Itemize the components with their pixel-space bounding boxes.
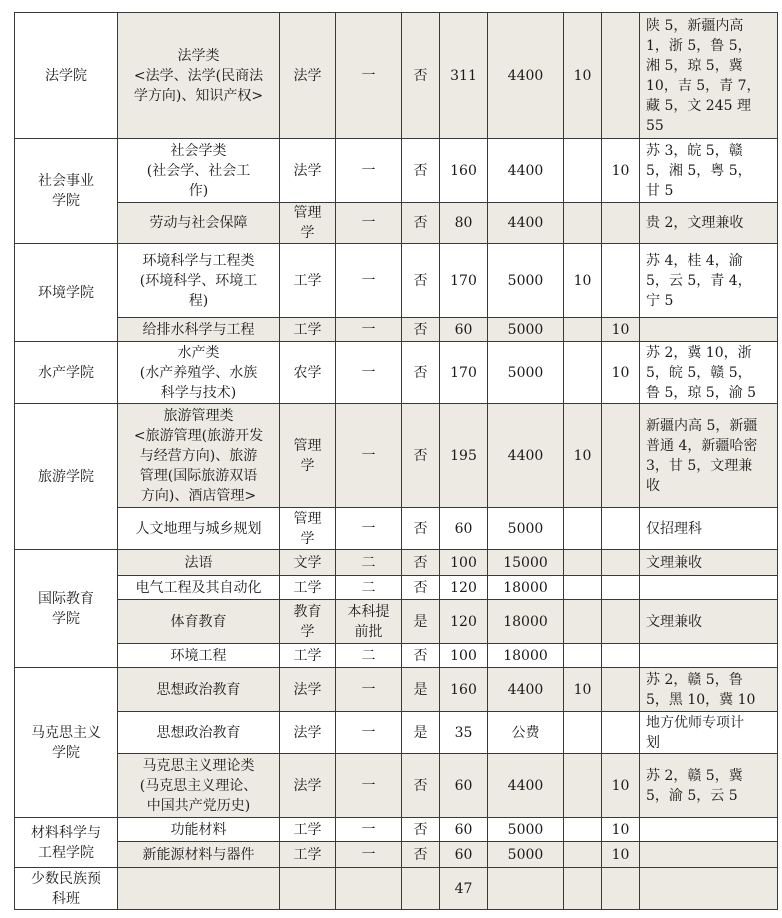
major-cell: 思想政治教育 xyxy=(118,668,280,712)
table-row xyxy=(15,318,778,342)
col-b-cell xyxy=(602,508,640,550)
college-cell: 材料科学与 工程学院 xyxy=(15,818,118,868)
tuition-cell: 18000 xyxy=(488,600,564,644)
table-row xyxy=(15,139,778,203)
plan-count-cell: 170 xyxy=(440,244,488,318)
batch-cell: 一 xyxy=(336,244,402,318)
col-b-cell: 10 xyxy=(602,318,640,342)
table-row xyxy=(15,842,778,868)
col-a-cell xyxy=(564,644,602,668)
plan-count-cell: 80 xyxy=(440,203,488,244)
college-cell: 法学院 xyxy=(15,13,118,139)
batch-cell: 一 xyxy=(336,818,402,842)
major-cell: 法语 xyxy=(118,550,280,576)
batch-cell: 一 xyxy=(336,754,402,818)
discipline-cell: 工学 xyxy=(280,244,336,318)
notes-cell xyxy=(640,644,778,668)
col-b-cell xyxy=(602,244,640,318)
plan-count-cell: 60 xyxy=(440,754,488,818)
major-cell: 水产类 (水产养殖学、水族 科学与技术) xyxy=(118,342,280,404)
batch-cell: 一 xyxy=(336,318,402,342)
art-only-cell: 是 xyxy=(402,668,440,712)
col-a-cell xyxy=(564,318,602,342)
major-cell: 社会学类 (社会学、社会工 作) xyxy=(118,139,280,203)
discipline-cell: 管理 学 xyxy=(280,404,336,508)
col-b-cell: 10 xyxy=(602,139,640,203)
notes-cell xyxy=(640,318,778,342)
batch-cell: 一 xyxy=(336,668,402,712)
discipline-cell: 法学 xyxy=(280,139,336,203)
plan-count-cell: 100 xyxy=(440,550,488,576)
col-a-cell xyxy=(564,139,602,203)
col-b-cell xyxy=(602,668,640,712)
batch-cell: 一 xyxy=(336,139,402,203)
col-a-cell: 10 xyxy=(564,404,602,508)
col-a-cell: 10 xyxy=(564,668,602,712)
major-cell: 马克思主义理论类 (马克思主义理论、 中国共产党历史) xyxy=(118,754,280,818)
col-b-cell xyxy=(602,13,640,139)
notes-cell: 文理兼收 xyxy=(640,600,778,644)
art-only-cell: 否 xyxy=(402,550,440,576)
plan-count-cell: 311 xyxy=(440,13,488,139)
art-only-cell xyxy=(402,868,440,910)
discipline-cell xyxy=(280,868,336,910)
college-cell: 社会事业 学院 xyxy=(15,139,118,244)
notes-cell: 苏 2，赣 5，冀 5，渝 5，云 5 xyxy=(640,754,778,818)
tuition-cell: 4400 xyxy=(488,13,564,139)
discipline-cell: 法学 xyxy=(280,668,336,712)
notes-cell: 苏 2，赣 5，鲁 5，黑 10，冀 10 xyxy=(640,668,778,712)
tuition-cell: 5000 xyxy=(488,244,564,318)
plan-count-cell: 60 xyxy=(440,318,488,342)
art-only-cell: 是 xyxy=(402,712,440,754)
discipline-cell: 法学 xyxy=(280,754,336,818)
plan-count-cell: 160 xyxy=(440,139,488,203)
art-only-cell: 否 xyxy=(402,842,440,868)
col-b-cell xyxy=(602,600,640,644)
notes-cell: 苏 4，桂 4，渝 5，云 5，青 4， 宁 5 xyxy=(640,244,778,318)
discipline-cell: 教育 学 xyxy=(280,600,336,644)
col-a-cell xyxy=(564,508,602,550)
col-b-cell: 10 xyxy=(602,342,640,404)
tuition-cell: 18000 xyxy=(488,576,564,600)
col-a-cell xyxy=(564,550,602,576)
plan-count-cell: 47 xyxy=(440,868,488,910)
tuition-cell: 公费 xyxy=(488,712,564,754)
table-row xyxy=(15,754,778,818)
college-cell: 马克思主义 学院 xyxy=(15,668,118,818)
col-a-cell xyxy=(564,868,602,910)
art-only-cell: 否 xyxy=(402,818,440,842)
discipline-cell: 文学 xyxy=(280,550,336,576)
plan-count-cell: 120 xyxy=(440,600,488,644)
col-b-cell xyxy=(602,868,640,910)
discipline-cell: 法学 xyxy=(280,13,336,139)
table-row xyxy=(15,712,778,754)
tuition-cell: 4400 xyxy=(488,203,564,244)
notes-cell: 苏 2，冀 10，浙 5，皖 5，赣 5， 鲁 5，琼 5，渝 5 xyxy=(640,342,778,404)
art-only-cell: 否 xyxy=(402,576,440,600)
col-a-cell: 10 xyxy=(564,244,602,318)
batch-cell: 一 xyxy=(336,712,402,754)
college-cell: 少数民族预 科班 xyxy=(15,868,118,910)
col-a-cell xyxy=(564,754,602,818)
discipline-cell: 工学 xyxy=(280,318,336,342)
major-cell: 思想政治教育 xyxy=(118,712,280,754)
col-a-cell xyxy=(564,842,602,868)
tuition-cell: 5000 xyxy=(488,342,564,404)
table-row xyxy=(15,244,778,318)
notes-cell xyxy=(640,842,778,868)
table-row xyxy=(15,13,778,139)
tuition-cell: 15000 xyxy=(488,550,564,576)
table-row xyxy=(15,203,778,244)
notes-cell: 新疆内高 5，新疆 普通 4，新疆哈密 3，甘 5，文理兼 收 xyxy=(640,404,778,508)
batch-cell: 二 xyxy=(336,576,402,600)
tuition-cell: 5000 xyxy=(488,842,564,868)
notes-cell: 贵 2，文理兼收 xyxy=(640,203,778,244)
table-row xyxy=(15,342,778,404)
tuition-cell: 4400 xyxy=(488,139,564,203)
major-cell: 电气工程及其自动化 xyxy=(118,576,280,600)
discipline-cell: 管理 学 xyxy=(280,203,336,244)
major-cell: 劳动与社会保障 xyxy=(118,203,280,244)
major-cell: 新能源材料与器件 xyxy=(118,842,280,868)
art-only-cell: 否 xyxy=(402,244,440,318)
discipline-cell: 工学 xyxy=(280,576,336,600)
discipline-cell: 工学 xyxy=(280,842,336,868)
art-only-cell: 否 xyxy=(402,318,440,342)
col-a-cell xyxy=(564,712,602,754)
col-a-cell xyxy=(564,576,602,600)
col-a-cell xyxy=(564,818,602,842)
col-b-cell xyxy=(602,576,640,600)
table-row xyxy=(15,668,778,712)
plan-count-cell: 60 xyxy=(440,818,488,842)
batch-cell: 二 xyxy=(336,550,402,576)
major-cell: 环境工程 xyxy=(118,644,280,668)
table-row xyxy=(15,818,778,842)
col-b-cell: 10 xyxy=(602,842,640,868)
col-b-cell xyxy=(602,712,640,754)
notes-cell: 仅招理科 xyxy=(640,508,778,550)
col-b-cell: 10 xyxy=(602,818,640,842)
table-row xyxy=(15,508,778,550)
plan-count-cell: 195 xyxy=(440,404,488,508)
plan-count-cell: 60 xyxy=(440,842,488,868)
major-cell: 给排水科学与工程 xyxy=(118,318,280,342)
major-cell: 旅游管理类 <旅游管理(旅游开发 与经营方向)、旅游 管理(国际旅游双语 方向)、酒店管理> xyxy=(118,404,280,508)
col-a-cell xyxy=(564,600,602,644)
batch-cell: 一 xyxy=(336,342,402,404)
batch-cell: 二 xyxy=(336,644,402,668)
discipline-cell: 法学 xyxy=(280,712,336,754)
plan-count-cell: 120 xyxy=(440,576,488,600)
col-b-cell: 10 xyxy=(602,754,640,818)
col-a-cell: 10 xyxy=(564,13,602,139)
art-only-cell: 否 xyxy=(402,644,440,668)
notes-cell xyxy=(640,576,778,600)
major-cell: 功能材料 xyxy=(118,818,280,842)
art-only-cell: 否 xyxy=(402,404,440,508)
enrollment-plan-table xyxy=(14,12,778,910)
batch-cell: 一 xyxy=(336,13,402,139)
batch-cell: 一 xyxy=(336,508,402,550)
college-cell: 水产学院 xyxy=(15,342,118,404)
tuition-cell: 4400 xyxy=(488,404,564,508)
major-cell: 体育教育 xyxy=(118,600,280,644)
notes-cell xyxy=(640,818,778,842)
college-cell: 旅游学院 xyxy=(15,404,118,550)
col-a-cell xyxy=(564,203,602,244)
tuition-cell: 5000 xyxy=(488,818,564,842)
major-cell: 人文地理与城乡规划 xyxy=(118,508,280,550)
notes-cell: 陕 5，新疆内高 1，浙 5，鲁 5， 湘 5，琼 5，冀 10，吉 5，青 7， 藏 5，文 245 理 55 xyxy=(640,13,778,139)
table-row xyxy=(15,600,778,644)
batch-cell: 一 xyxy=(336,842,402,868)
major-cell: 法学类 <法学、法学(民商法 学方向)、知识产权> xyxy=(118,13,280,139)
major-cell: 环境科学与工程类 (环境科学、环境工 程) xyxy=(118,244,280,318)
tuition-cell xyxy=(488,868,564,910)
art-only-cell: 否 xyxy=(402,13,440,139)
col-b-cell xyxy=(602,404,640,508)
col-a-cell xyxy=(564,342,602,404)
tuition-cell: 4400 xyxy=(488,754,564,818)
art-only-cell: 否 xyxy=(402,754,440,818)
col-b-cell xyxy=(602,203,640,244)
tuition-cell: 18000 xyxy=(488,644,564,668)
tuition-cell: 5000 xyxy=(488,508,564,550)
batch-cell: 本科提 前批 xyxy=(336,600,402,644)
major-cell xyxy=(118,868,280,910)
plan-count-cell: 60 xyxy=(440,508,488,550)
tuition-cell: 5000 xyxy=(488,318,564,342)
table-row xyxy=(15,550,778,576)
notes-cell: 苏 3，皖 5，赣 5，湘 5，粤 5， 甘 5 xyxy=(640,139,778,203)
art-only-cell: 否 xyxy=(402,203,440,244)
table-row xyxy=(15,404,778,508)
table-row xyxy=(15,576,778,600)
col-b-cell xyxy=(602,644,640,668)
discipline-cell: 工学 xyxy=(280,818,336,842)
art-only-cell: 是 xyxy=(402,600,440,644)
discipline-cell: 工学 xyxy=(280,644,336,668)
tuition-cell: 4400 xyxy=(488,668,564,712)
notes-cell: 地方优师专项计 划 xyxy=(640,712,778,754)
plan-count-cell: 160 xyxy=(440,668,488,712)
table-row xyxy=(15,644,778,668)
plan-count-cell: 170 xyxy=(440,342,488,404)
plan-count-cell: 35 xyxy=(440,712,488,754)
art-only-cell: 否 xyxy=(402,139,440,203)
notes-cell xyxy=(640,868,778,910)
notes-cell: 文理兼收 xyxy=(640,550,778,576)
art-only-cell: 否 xyxy=(402,342,440,404)
col-b-cell xyxy=(602,550,640,576)
table-row xyxy=(15,868,778,910)
college-cell: 国际教育 学院 xyxy=(15,550,118,668)
plan-count-cell: 100 xyxy=(440,644,488,668)
batch-cell: 一 xyxy=(336,404,402,508)
discipline-cell: 管理 学 xyxy=(280,508,336,550)
discipline-cell: 农学 xyxy=(280,342,336,404)
batch-cell xyxy=(336,868,402,910)
art-only-cell: 否 xyxy=(402,508,440,550)
batch-cell: 一 xyxy=(336,203,402,244)
college-cell: 环境学院 xyxy=(15,244,118,342)
